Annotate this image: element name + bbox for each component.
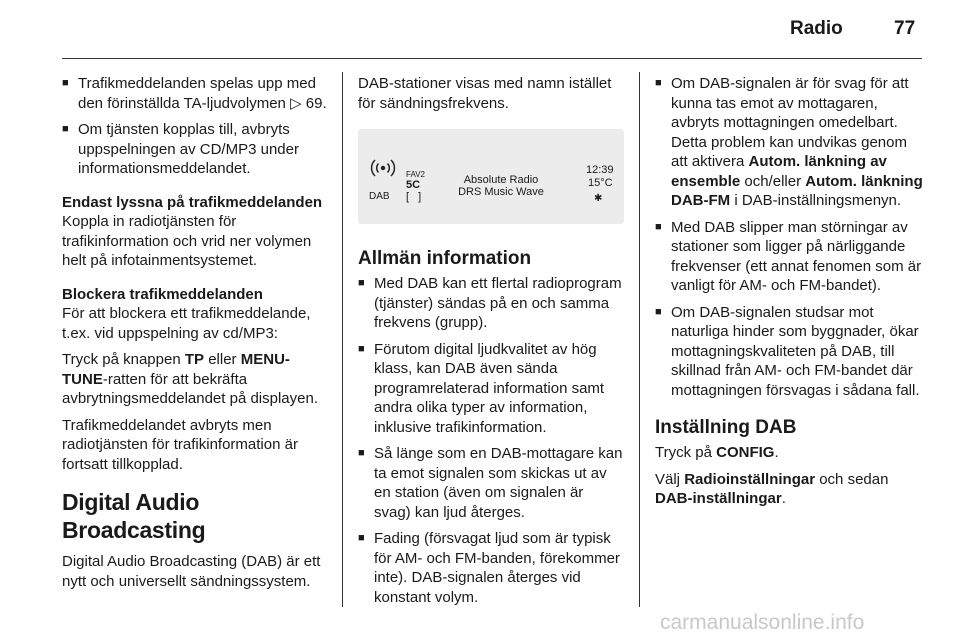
list-item: ■ Med DAB kan ett flertal radioprogram (tjänster) sändas på en och samma frekvens (grupp). (358, 274, 624, 333)
section-heading-dab-settings: Inställning DAB (655, 417, 797, 438)
paragraph: Trafikmeddelandet avbryts men radiotjänsten för trafikinformation är fortsatt tillkopplad. (62, 416, 298, 473)
bluetooth-icon: ✱ (594, 193, 603, 204)
list-item-text: Trafikmeddelanden spelas upp med den förinställda TA-ljudvolymen (78, 75, 316, 112)
column-3 (655, 74, 923, 516)
paragraph: Välj Radioinställningar och sedan DAB-inställningar. (655, 470, 889, 507)
column-2 (358, 74, 624, 614)
page-ref: 69. (305, 94, 327, 112)
station-name: Absolute Radio (463, 174, 539, 186)
bracket-indicator: [ ] (406, 191, 425, 203)
paragraph: Tryck på knappen TP eller MENU-TUNE-ratten för att bekräfta avbrytningsmeddelandet på displayen. (62, 351, 319, 407)
list-item: ■ Fading (försvagat ljud som är typisk för AM- och FM-banden, förekommer inte). DAB-signalen återges vid konstant volym. (358, 529, 624, 607)
paragraph: DAB-stationer visas med namn istället för sändningsfrekvens. (358, 75, 612, 112)
header-rule (62, 58, 922, 59)
list-item (62, 74, 328, 113)
station-text: DRS Music Wave (458, 186, 544, 198)
radio-display-illustration (358, 129, 624, 224)
subheading-block-traffic: Blockera trafikmeddelanden (62, 285, 263, 303)
temperature: 15°C (588, 177, 613, 189)
column-divider-1 (342, 72, 343, 607)
page-number: 77 (894, 18, 916, 39)
list-item-text: Om tjänsten kopplas till, avbryts uppspelningen av CD/MP3 under informationsmeddelandet. (78, 121, 299, 177)
paragraph: Koppla in radiotjänsten för trafikinformation och vrid ner volymen helt på infotainmentsystemet. (62, 213, 312, 269)
list-item: ■ Med DAB slipper man störningar av stationer som ligger på närliggande frekvenser (ett annat fenomen som är vanligt för AM- och FM-bandet). (655, 218, 923, 296)
page-header-title: Radio (790, 18, 843, 39)
section-heading-general-info: Allmän information (358, 248, 532, 269)
clock: 12:39 (586, 164, 614, 176)
list-item: ■ Så länge som en DAB-mottagare kan ta emot signalen som skickas ut av en station (även om signalen är svag) kan ljud återges. (358, 444, 624, 522)
channel-label: 5C (406, 179, 421, 191)
section-heading-dab: Digital Audio Broadcasting (62, 489, 206, 543)
page-ref-arrow-icon: ▷ (290, 94, 302, 112)
column-divider-2 (639, 72, 640, 607)
paragraph: Digital Audio Broadcasting (DAB) är ett nytt och universellt sändningssystem. (62, 553, 321, 590)
favourite-label: FAV2 (406, 170, 425, 179)
subheading-traffic-only: Endast lyssna på trafikmeddelanden (62, 193, 323, 211)
list-item: ■ Om DAB-signalen studsar mot naturliga hinder som byggnader, ökar mottagningskvaliteten på DAB, till skillnad från AM- och FM-bandet där mottagningen försvagas i sådana fall. (655, 303, 923, 401)
list-item: ■ Förutom digital ljudkvalitet av hög klass, kan DAB även sända programrelaterad information samt andra olika typer av information, inklusive trafikinformation. (358, 340, 624, 438)
list-item (62, 120, 328, 179)
dab-label: DAB (369, 191, 390, 202)
column-1 (62, 74, 328, 598)
list-item: ■ Om DAB-signalen är för svag för att kunna tas emot av mottagaren, avbryts mottagningen omedelbart. Detta problem kan undvikas genom att aktivera Autom. länkning av ensemble och/eller Autom. länkning DAB-FM i DAB-inställningsmenyn. (655, 74, 923, 211)
paragraph: För att blockera ett trafikmeddelande, t.ex. vid uppspelning av cd/MP3: (62, 305, 311, 342)
radio-signal-icon (370, 157, 396, 179)
paragraph: Tryck på CONFIG. (655, 444, 779, 461)
watermark: carmanualsonline.info (660, 611, 865, 634)
